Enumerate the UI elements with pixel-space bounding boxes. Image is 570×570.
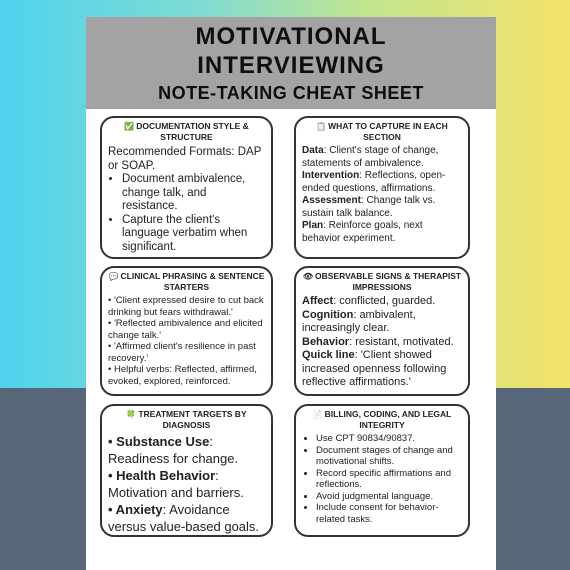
document-icon: 📄 <box>312 410 323 419</box>
list-item: • Capture the client's language verbatim when significant. <box>122 214 265 255</box>
list-item: • Document ambivalence, change talk, and resistance. <box>122 173 265 214</box>
card-title: 💬 CLINICAL PHRASING & SENTENCE STARTERS <box>108 271 265 292</box>
card-title: ✅ DOCUMENTATION STYLE & STRUCTURE <box>124 121 249 142</box>
eye-icon: 👁 <box>302 272 314 281</box>
list-item: • Document stages of change and motivational shifts. <box>316 445 462 468</box>
phrase-line: • 'Affirmed client's resilience in past recovery.' <box>108 341 256 364</box>
card-clinical-phrasing <box>100 266 273 396</box>
clover-icon: 🍀 <box>126 410 137 419</box>
check-icon: ✅ <box>124 122 135 131</box>
card-title: 📄 BILLING, CODING, AND LEGAL INTEGRITY <box>312 409 452 430</box>
item-quick-line: Quick line: 'Client showed increased openness following reflective affirmations.' <box>302 349 447 388</box>
list-item: • Include consent for behavior-related tasks. <box>316 502 462 525</box>
title-line-2: INTERVIEWING <box>197 52 385 79</box>
list-item: • Use CPT 90834/90837. <box>316 433 462 445</box>
header-banner <box>86 17 496 109</box>
item-intervention: Intervention: Reflections, open-ended questions, affirmations. <box>302 170 446 194</box>
bullet-list <box>108 173 265 254</box>
card-what-to-capture <box>294 116 470 259</box>
card-treatment-targets <box>100 404 273 537</box>
speech-bubble-icon: 💬 <box>108 272 119 281</box>
card-billing-coding <box>294 404 470 537</box>
subtitle: NOTE-TAKING CHEAT SHEET <box>158 83 424 103</box>
bullet-list <box>302 433 462 525</box>
item-anxiety: • Anxiety: Avoidance versus value-based goals. <box>108 502 260 534</box>
card-observable-signs <box>294 266 470 396</box>
clipboard-icon: 📋 <box>316 122 327 131</box>
phrase-line: • 'Client expressed desire to cut back drinking but fears withdrawal.' <box>108 295 264 318</box>
item-data: Data: Client's stage of change, statements of ambivalence. <box>302 145 439 169</box>
card-title: 📋 WHAT TO CAPTURE IN EACH SECTION <box>316 121 448 142</box>
item-cognition: Cognition: ambivalent, increasingly clear. <box>302 308 416 334</box>
card-documentation-style <box>100 116 273 259</box>
cheat-sheet-page <box>86 17 496 570</box>
phrase-line: • 'Reflected ambivalence and elicited change talk.' <box>108 318 263 341</box>
item-affect: Affect: conflicted, guarded. <box>302 295 436 307</box>
list-item: • Avoid judgmental language. <box>316 491 462 503</box>
item-plan: Plan: Reinforce goals, next behavior experiment. <box>302 220 423 244</box>
card-title: 🍀 TREATMENT TARGETS BY DIAGNOSIS <box>126 409 247 430</box>
item-behavior: Behavior: resistant, motivated. <box>302 335 454 348</box>
list-item: • Record specific affirmations and reflections. <box>316 468 462 491</box>
card-title: 👁 OBSERVABLE SIGNS & THERAPIST IMPRESSIONS <box>302 271 462 292</box>
recommended-formats: Recommended Formats: DAP or SOAP. <box>108 146 262 172</box>
item-assessment: Assessment: Change talk vs. sustain talk balance. <box>302 195 436 219</box>
title-line-1: MOTIVATIONAL <box>195 23 387 50</box>
item-health-behavior: • Health Behavior: Motivation and barriers. <box>108 468 244 500</box>
phrase-line: • Helpful verbs: Reflected, affirmed, evoked, explored, reinforced. <box>108 364 257 387</box>
item-substance-use: • Substance Use: Readiness for change. <box>108 434 239 466</box>
